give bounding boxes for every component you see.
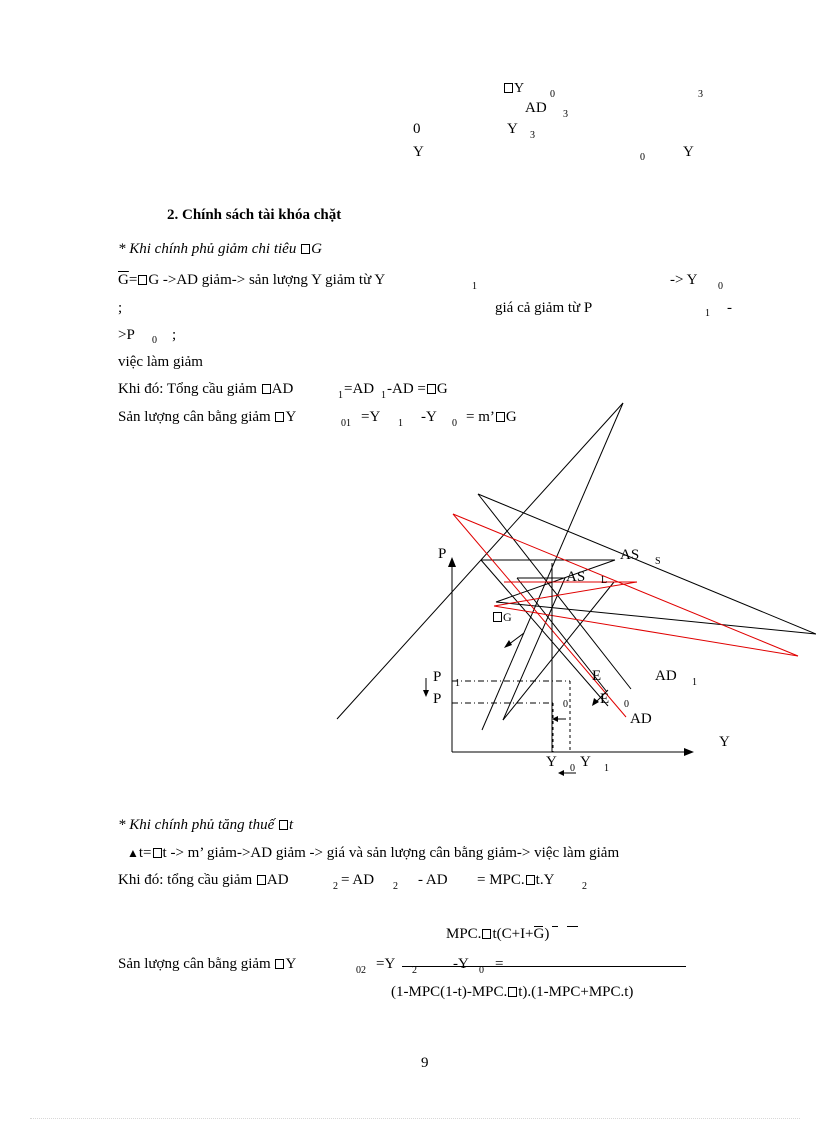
delta-y0-sub: 0 (550, 89, 555, 100)
delta-icon (508, 987, 517, 997)
p3-ad1: =AD (344, 381, 375, 397)
red-curve (453, 514, 798, 656)
ad3-label: AD (525, 100, 547, 116)
delta-icon (279, 820, 288, 830)
p4-sub-01: 01 (341, 418, 351, 429)
y-axis-arrowhead (448, 557, 456, 567)
p4-sub-0: 0 (452, 418, 457, 429)
x-axis-arrowhead (684, 748, 694, 756)
tax-line-2: Khi đó: tổng cầu giảm AD (118, 872, 289, 888)
tax-minus-ad: - AD (418, 872, 448, 888)
section-heading: 2. Chính sách tài khóa chặt (167, 207, 342, 223)
page-number: 9 (421, 1055, 429, 1071)
axis-y-label: Y (719, 734, 730, 750)
as-l-sub: L (601, 575, 608, 586)
delta-y0-label: Y (503, 82, 524, 96)
ad-shift-arrow-head (592, 698, 599, 706)
y0-sub: 0 (570, 763, 575, 774)
frag-three: 3 (698, 89, 703, 100)
overbar-c (534, 926, 543, 927)
tax-ad2: = AD (341, 872, 375, 888)
ad1-label: AD (655, 668, 677, 684)
lhs-sub-02: 02 (356, 965, 366, 976)
p1-sub-0: 0 (718, 281, 723, 292)
fraction-numerator: MPC. t(C+I+G) (446, 926, 550, 942)
paragraph-1-line-1: $\overline{G}= G$ ->AD giảm-> sản lượng Y giảm từ Y (118, 272, 386, 288)
paragraph-4: Sản lượng cân bằng giảm Y (118, 409, 297, 425)
black-line (503, 582, 614, 720)
lhs-y0: -Y (453, 956, 469, 972)
e0-label: E (600, 691, 610, 707)
y1-label: Y (580, 754, 591, 770)
p-down-arrow-head (423, 690, 429, 697)
p1-semicolon-2: ; (172, 327, 177, 343)
tax-line-1: ▲t= t -> m’ giảm->AD giảm -> giá và sản lượng cân bằng giảm-> việc làm giảm (127, 845, 620, 861)
p4-sub-1: 1 (398, 418, 403, 429)
p0-sub: 0 (563, 699, 568, 710)
page-bottom-rule (30, 1118, 800, 1119)
e-label: E (592, 668, 602, 684)
black-line (496, 602, 816, 634)
paragraph-2: việc làm giảm (118, 354, 203, 370)
p1-dash: - (727, 300, 732, 316)
ad-label: AD (630, 711, 652, 727)
delta-icon (153, 848, 162, 858)
black-line (337, 403, 623, 719)
p1-sub-1: 1 (472, 281, 477, 292)
frag-y-left: Y (413, 144, 424, 160)
black-line (478, 494, 816, 634)
as-s-label: AS (620, 547, 640, 563)
y-shift-arrow-bottom-head (558, 770, 564, 776)
p1-p0: >P (118, 327, 135, 343)
delta-icon (275, 959, 284, 969)
red-curve (494, 606, 798, 656)
p3-sub-2: 1 (381, 390, 386, 401)
as-l-label: AS (566, 569, 586, 585)
delta-icon (482, 929, 491, 939)
lhs-sub-0: 0 (479, 965, 484, 976)
frag-zero: 0 (413, 121, 421, 137)
p1-sub: 1 (455, 678, 460, 689)
p1-arrow-y0: -> Y (670, 272, 698, 288)
p1-label: P (433, 669, 442, 685)
paragraph-3: Khi đó: Tổng cầu giảm AD (118, 381, 294, 397)
dg-label: G (492, 611, 512, 623)
p3-rest: -AD = G (387, 381, 448, 397)
tax-sub-2b: 2 (393, 881, 398, 892)
frag-y-right: Y (683, 144, 694, 160)
dg-arrow-head (504, 640, 512, 648)
p4-rest: = m’ G (466, 409, 517, 425)
red-curve (494, 582, 637, 606)
sub-title-tax: * Khi chính phủ tăng thuế t (118, 817, 294, 833)
lhs-equals: = (495, 956, 504, 972)
delta-icon (526, 875, 535, 885)
delta-icon (493, 612, 502, 622)
y3-sub: 3 (530, 130, 535, 141)
ad1-sub: 1 (692, 677, 697, 688)
p1-price-sub: 1 (705, 308, 710, 319)
sub-title-spending: * Khi chính phủ giảm chi tiêu G (118, 241, 322, 257)
p1-semicolon: ; (118, 300, 123, 316)
tax-mpc: = MPC. t.Y (477, 872, 555, 888)
tax-sub-2a: 2 (333, 881, 338, 892)
fraction-bar (402, 966, 686, 967)
fraction-lhs: Sản lượng cân bằng giảm Y (118, 956, 297, 972)
axis-p-label: P (438, 546, 447, 562)
frag-zero-b: 0 (640, 152, 645, 163)
e0-sub: 0 (624, 699, 629, 710)
y1-sub: 1 (604, 763, 609, 774)
tax-sub-2c: 2 (582, 881, 587, 892)
p1-price: giá cả giảm từ P (495, 300, 593, 316)
ad3-sub: 3 (563, 109, 568, 120)
overbar-g (567, 926, 578, 927)
y3-label: Y (507, 121, 518, 137)
p4-y0: -Y (421, 409, 437, 425)
as-s-sub: S (655, 556, 661, 567)
black-line (478, 494, 631, 689)
fraction-denominator: (1-MPC(1-t)-MPC. t).(1-MPC+MPC.t) (391, 984, 634, 1000)
overbar-i (552, 926, 558, 927)
up-arrow-icon: ▲ (127, 846, 139, 860)
p4-y1: =Y (361, 409, 381, 425)
delta-icon (257, 875, 266, 885)
lhs-sub-2: 2 (412, 965, 417, 976)
p3-sub-1: 1 (338, 390, 343, 401)
y0-label: Y (546, 754, 557, 770)
lhs-y2: =Y (376, 956, 396, 972)
p1-p0-sub: 0 (152, 335, 157, 346)
p0-label: P (433, 691, 442, 707)
